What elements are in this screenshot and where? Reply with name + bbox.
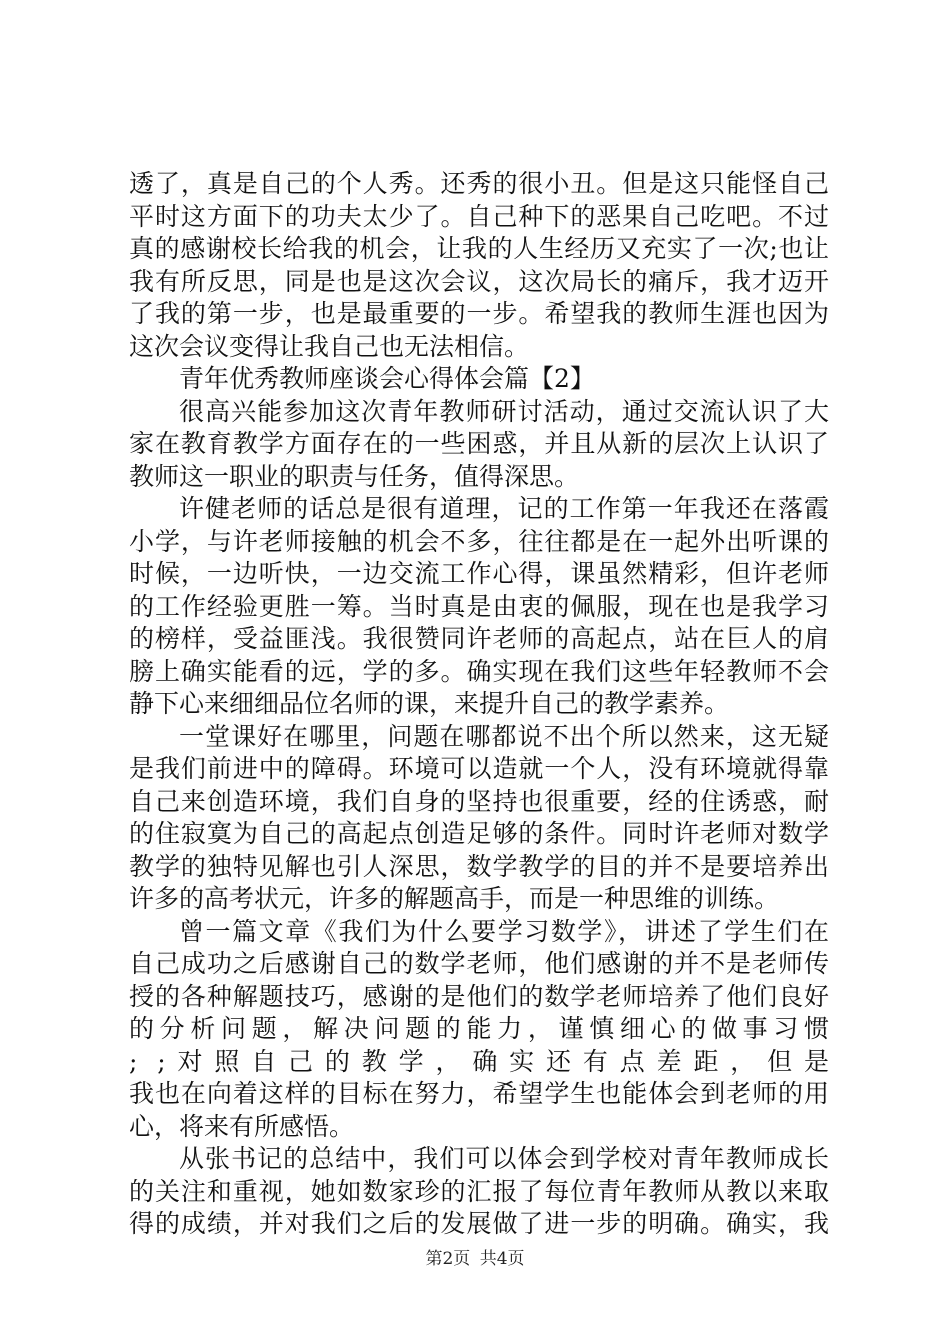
text-line: 小学，与许老师接触的机会不多，往往都是在一起外出听课的 — [129, 526, 829, 556]
text-line: 的榜样，受益匪浅。我很赞同许老师的高起点，站在巨人的肩 — [129, 624, 829, 653]
text-line: 心，将来有所感悟。 — [129, 1111, 355, 1141]
document-body — [129, 168, 829, 1241]
text-line: 是我们前进中的障碍。环境可以造就一个人，没有环境就得靠 — [129, 754, 829, 783]
text-line: 静下心来细细品位名师的课，来提升自己的教学素养。 — [129, 689, 730, 718]
text-line: 的工作经验更胜一筹。当时真是由衷的佩服，现在也是我学习 — [129, 591, 829, 621]
text-line: 真的感谢校长给我的机会，让我的人生经历又充实了一次;也让 — [129, 234, 829, 263]
text-line: 自己来创造环境，我们自身的坚持也很重要，经的住诱惑，耐 — [129, 786, 829, 816]
text-line: 了我的第一步，也是最重要的一步。希望我的教师生涯也因为 — [129, 299, 829, 328]
text-line: 透了，真是自己的个人秀。还秀的很小丑。但是这只能怪自己 — [129, 169, 829, 198]
text-line: 的分析问题，解决问题的能力，谨慎细心的做事习惯 — [129, 1014, 829, 1043]
text-line: 膀上确实能看的远，学的多。确实现在我们这些年轻教师不会 — [129, 656, 829, 686]
text-line: 时候，一边听快，一边交流工作心得，课虽然精彩，但许老师 — [129, 559, 829, 588]
text-line: 许多的高考状元，许多的解题高手，而是一种思维的训练。 — [129, 884, 780, 913]
text-line: 青年优秀教师座谈会心得体会篇【2】 — [179, 364, 595, 393]
page-total: 共4页 — [479, 1249, 525, 1269]
page-footer — [0, 1244, 950, 1269]
text-line: 从张书记的总结中，我们可以体会到学校对青年教师成长 — [179, 1144, 829, 1173]
text-line: 平时这方面下的功夫太少了。自己种下的恶果自己吃吧。不过 — [129, 201, 829, 231]
text-line: 我有所反思，同是也是这次会议，这次局长的痛斥，我才迈开 — [129, 266, 829, 296]
text-line: 这次会议变得让我自己也无法相信。 — [129, 331, 530, 361]
text-line: 很高兴能参加这次青年教师研讨活动，通过交流认识了大 — [179, 396, 829, 426]
text-line: 的住寂寞为自己的高起点创造足够的条件。同时许老师对数学 — [129, 819, 829, 848]
page-number: 第2页 — [425, 1249, 471, 1269]
text-line: 教学的独特见解也引人深思，数学教学的目的并不是要培养出 — [129, 851, 829, 881]
text-line: 许健老师的话总是很有道理，记的工作第一年我还在落霞 — [179, 494, 829, 523]
text-line: 得的成绩，并对我们之后的发展做了进一步的明确。确实，我 — [129, 1209, 829, 1238]
text-line: ; ;对照自己的教学，确实还有点差距，但是 — [129, 1046, 829, 1076]
text-line: 教师这一职业的职责与任务，值得深思。 — [129, 461, 580, 491]
text-line: 一堂课好在哪里，问题在哪都说不出个所以然来，这无疑 — [179, 721, 829, 751]
text-line: 家在教育教学方面存在的一些困惑，并且从新的层次上认识了 — [129, 429, 829, 458]
text-line: 我也在向着这样的目标在努力，希望学生也能体会到老师的用 — [129, 1079, 829, 1108]
text-line: 曾一篇文章《我们为什么要学习数学》，讲述了学生们在 — [179, 916, 829, 946]
text-line: 的关注和重视，她如数家珍的汇报了每位青年教师从教以来取 — [129, 1176, 829, 1206]
text-line: 自己成功之后感谢自己的数学老师，他们感谢的并不是老师传 — [129, 949, 829, 978]
text-line: 授的各种解题技巧，感谢的是他们的数学老师培养了他们良好 — [129, 981, 829, 1011]
